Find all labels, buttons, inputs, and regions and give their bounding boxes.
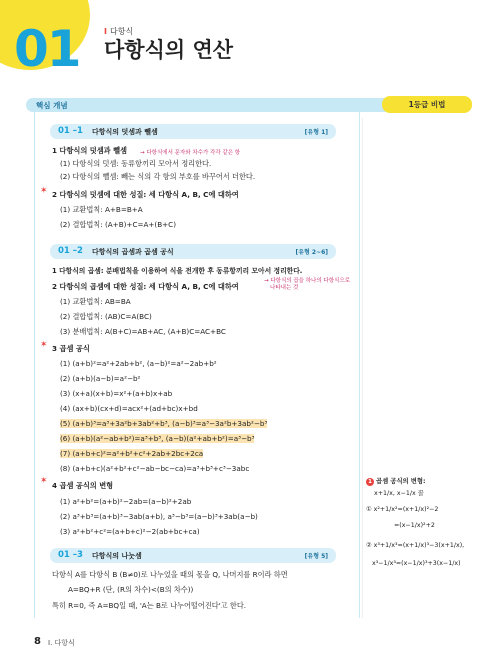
section-number: 01 –1: [58, 126, 83, 136]
star-icon: ✶: [40, 340, 48, 350]
item-line: (2) 결합법칙: (A+B)+C=A+(B+C): [60, 220, 177, 229]
item-line: (1) 다항식의 덧셈: 동류항끼리 모아서 정리한다.: [60, 159, 212, 168]
formula-line: (8) (a+b+c)(a²+b²+c²−ab−bc−ca)=a³+b³+c³−3abc: [60, 464, 250, 473]
division-line: 특히 R=0, 즉 A=BQ일 때, 'A는 B로 나누어떨어진다'고 한다.: [52, 601, 247, 610]
item-heading: 4 곱셈 공식의 변형: [52, 481, 114, 490]
annotation-note: → 다항식에서 문자와 차수가 각각 같은 항: [140, 150, 241, 156]
tip-line: ② x³+1/x³=(x+1/x)³−3(x+1/x),: [366, 542, 465, 549]
annotation-note: → 다항식의 곱을 하나의 다항식으로: [264, 278, 350, 284]
section-header-2: [50, 244, 336, 259]
tip-line: =(x−1/x)²+2: [394, 522, 435, 529]
item-line: (1) 교환법칙: A+B=B+A: [60, 205, 143, 214]
formula-line: (2) (a+b)(a−b)=a²−b²: [60, 374, 141, 383]
concept-bar-label: 핵심 개념: [36, 101, 68, 110]
formula-line-highlight: (5) (a+b)³=a³+3a²b+3ab²+b³, (a−b)³=a³−3a²b+3ab²−b³: [60, 419, 268, 428]
star-icon: ✶: [40, 476, 48, 486]
section-tag: [유형 1]: [304, 129, 328, 136]
item-line: (2) 다항식의 뺄셈: 빼는 식의 각 항의 부호를 바꾸어서 더한다.: [60, 172, 256, 181]
item-line: (1) 교환법칙: AB=BA: [60, 297, 131, 306]
page-number: 8: [34, 636, 41, 647]
item-line: (3) 분배법칙: A(B+C)=AB+AC, (A+B)C=AC+BC: [60, 327, 226, 336]
grade-badge: 1등급 비법: [382, 96, 472, 113]
unit-numeral: I: [104, 27, 107, 36]
tip-subtitle: x+1/x, x−1/x 꼴: [374, 490, 424, 497]
division-formula: A=BQ+R (단, (R의 차수)<(B의 차수)): [68, 585, 194, 594]
section-tag: [유형 2~6]: [295, 249, 328, 256]
star-icon: ✶: [40, 186, 48, 196]
side-divider: [362, 118, 363, 618]
section-header-3: [50, 548, 336, 563]
chapter-number: 01: [14, 20, 80, 78]
section-number: 01 –3: [58, 550, 83, 560]
section-tag: [유형 5]: [304, 553, 328, 560]
formula-line: (4) (ax+b)(cx+d)=acx²+(ad+bc)x+bd: [60, 404, 198, 413]
item-heading: 2 다항식의 곱셈에 대한 성질: 세 다항식 A, B, C에 대하여: [52, 282, 239, 291]
unit-name: 다항식: [109, 27, 134, 36]
unit-label: [104, 26, 133, 37]
section-title: 다항식의 나눗셈: [92, 552, 142, 560]
section-header-1: [50, 124, 336, 139]
item-heading: 1 다항식의 덧셈과 뺄셈: [52, 146, 127, 155]
section-number: 01 –2: [58, 246, 83, 256]
chapter-title: 다항식의 연산: [104, 38, 234, 62]
formula-line: (3) a²+b²+c²=(a+b+c)²−2(ab+bc+ca): [60, 527, 200, 536]
tip-line: x³−1/x³=(x−1/x)³+3(x−1/x): [372, 560, 461, 567]
formula-line-highlight: (7) (a+b+c)²=a²+b²+c²+2ab+2bc+2ca: [60, 449, 204, 458]
division-line: 다항식 A를 다항식 B (B≠0)로 나누었을 때의 몫을 Q, 나머지를 R이라 하면: [52, 570, 288, 579]
item-line: (2) 결합법칙: (AB)C=A(BC): [60, 312, 152, 321]
footer-chapter-label: I. 다항식: [48, 639, 75, 647]
tip-line: ① x²+1/x²=(x+1/x)²−2: [366, 506, 439, 513]
formula-line: (1) (a+b)²=a²+2ab+b², (a−b)²=a²−2ab+b²: [60, 359, 217, 368]
tip-badge: 1: [366, 478, 374, 486]
formula-line-highlight: (6) (a+b)(a²−ab+b²)=a³+b³, (a−b)(a²+ab+b²)=a³−b³: [60, 434, 255, 443]
formula-line: (3) (x+a)(x+b)=x²+(a+b)x+ab: [60, 389, 173, 398]
formula-line: (2) a³+b³=(a+b)³−3ab(a+b), a³−b³=(a−b)³+3ab(a−b): [60, 512, 258, 521]
formula-line: (1) a²+b²=(a+b)²−2ab=(a−b)²+2ab: [60, 497, 192, 506]
item-heading: 1 다항식의 곱셈: 분배법칙을 이용하여 식을 전개한 후 동류항끼리 모아서 정리한다.: [52, 267, 303, 275]
tip-title: [366, 476, 425, 486]
tip-title-text: 곱셈 공식의 변형:: [376, 478, 426, 485]
section-title: 다항식의 곱셈과 곱셈 공식: [92, 248, 174, 256]
section-title: 다항식의 덧셈과 뺄셈: [92, 128, 158, 136]
item-heading: 2 다항식의 덧셈에 대한 성질: 세 다항식 A, B, C에 대하여: [52, 190, 239, 199]
annotation-note: 나타내는 것: [270, 285, 299, 291]
item-heading: 3 곱셈 공식: [52, 344, 90, 353]
